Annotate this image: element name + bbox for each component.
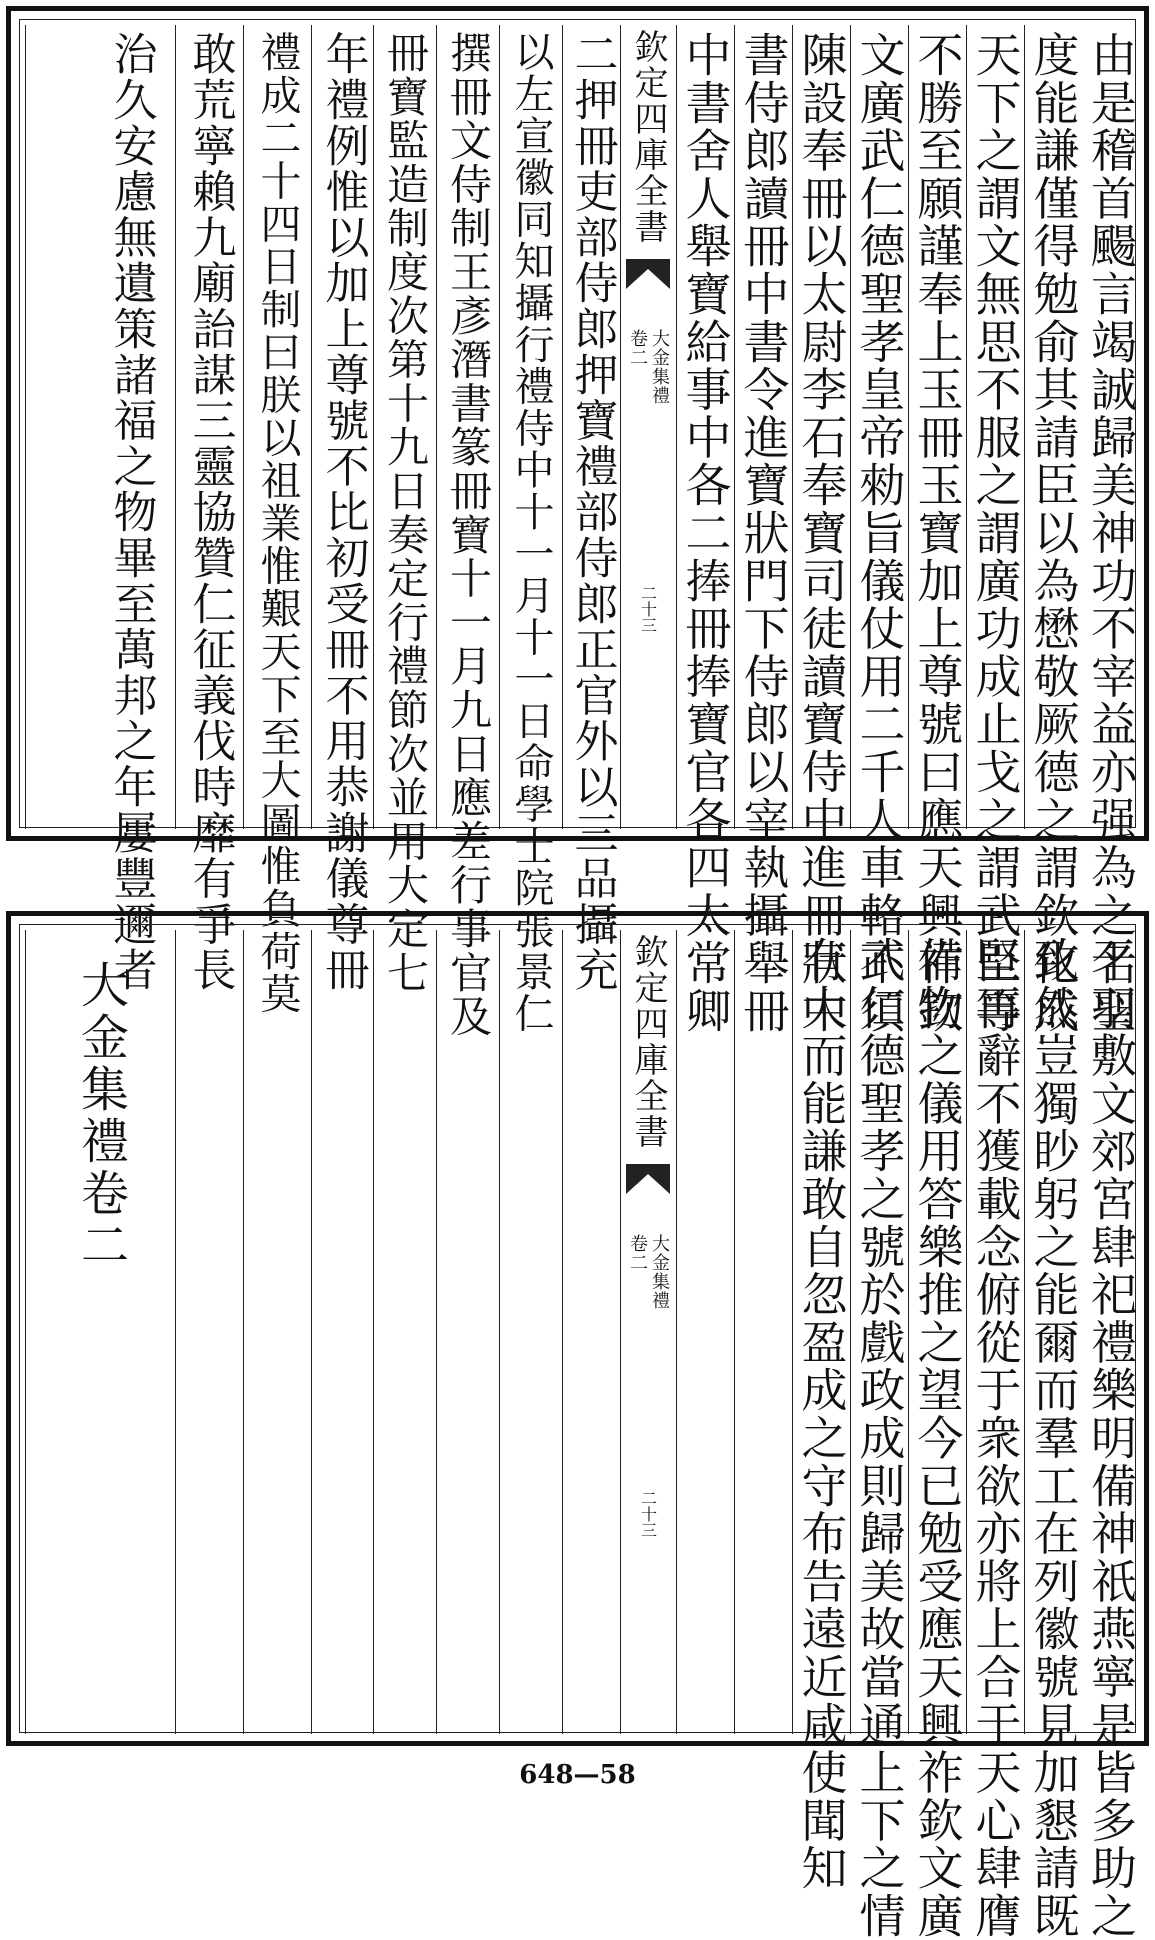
column-text: 干羽敷文郊宮肆祀禮樂明備神祇燕寧是皆多助之 — [1084, 936, 1138, 1940]
text-column — [1082, 930, 1140, 1940]
column-text: 備物之儀用答樂推之望今已勉受應天興祚欽文廣 — [910, 936, 965, 1940]
column-text: 度能謙僅得勉俞其請臣以為懋敬厥德之謂欽化成 — [1026, 31, 1081, 1035]
column-text: 文廣武仁德聖孝皇帝勑旨儀仗用二千人車輅不須 — [852, 31, 907, 1035]
text-column — [850, 25, 908, 1035]
text-column — [792, 930, 850, 1892]
blank-column — [499, 930, 562, 1734]
text-column — [436, 25, 499, 1039]
page-number: 二十三 — [638, 585, 658, 633]
text-column — [792, 25, 850, 1035]
blank-column — [676, 930, 734, 1734]
sub-title: 大金集禮 — [649, 329, 670, 405]
blank-column — [373, 930, 436, 1734]
column-text: 治久安慮無遺策諸福之物畢至萬邦之年屢豐邇者 — [105, 31, 157, 993]
text-column — [1082, 25, 1140, 1035]
column-text: 有大而能謙敢自忽盈成之守布告遠近咸使聞知 — [794, 936, 849, 1892]
sub-title: 大金集禮 — [649, 1234, 670, 1310]
blank-column — [175, 930, 243, 1734]
text-column — [966, 25, 1024, 1035]
text-column — [1024, 930, 1082, 1940]
column-text: 中書舍人舉寶給事中各二捧冊捧寶官各四太常卿 — [678, 31, 733, 1035]
text-column — [676, 25, 734, 1035]
column-text: 不勝至願謹奉上玉冊玉寶加上尊號曰應天興祚欽 — [910, 31, 965, 1035]
blank-column — [436, 930, 499, 1734]
center-fold-label — [622, 25, 674, 829]
text-column — [908, 25, 966, 1035]
column-text: 致然豈獨眇躬之能爾而羣工在列徽號見加懇請既 — [1026, 936, 1081, 1940]
column-text: 堅再辭不獲載念俯從于衆欲亦將上合于天心肆膺 — [968, 936, 1023, 1940]
volume-label: 卷二 — [627, 329, 648, 367]
column-text: 天下之謂文無思不服之謂廣功成止戈之謂武臣等 — [968, 31, 1023, 1035]
book-title: 欽定四庫全書 — [628, 29, 668, 245]
volume-label: 卷二 — [627, 1234, 648, 1272]
blank-column — [243, 930, 311, 1734]
text-column — [850, 930, 908, 1940]
column-text: 二押冊吏部侍郎押寶禮部侍郎正官外以三品攝充 — [566, 31, 618, 993]
end-title-column — [25, 930, 175, 1734]
column-text: 書侍郎讀冊中書令進寶狀門下侍郎以宰執攝舉冊 — [736, 31, 791, 1035]
text-column — [562, 25, 620, 993]
text-column — [25, 25, 175, 993]
blank-column — [734, 930, 792, 1734]
column-text: 武仁德聖孝之號於戲政成則歸美故當通上下之情 — [852, 936, 907, 1940]
book-title: 欽定四庫全書 — [628, 934, 668, 1150]
column-text: 冊寶監造制度次第十九日奏定行禮節次並用大定七 — [381, 31, 430, 995]
column-text: 以左宣徽同知攝行禮侍中十一月十一日命學士院張景仁 — [508, 31, 554, 1035]
text-column — [373, 25, 436, 995]
text-column — [734, 25, 792, 1035]
page-number: 二十三 — [638, 1490, 658, 1538]
text-column — [908, 930, 966, 1940]
center-fold-label — [622, 930, 674, 1734]
column-text: 敢荒寧賴九廟詒謀三靈協贊仁征義伐時靡有爭長 — [184, 31, 236, 993]
column-text: 禮成二十四日制曰朕以祖業惟艱天下至大圖惟負荷莫 — [253, 31, 302, 1016]
text-column — [311, 25, 373, 993]
text-column — [1024, 25, 1082, 1035]
column-text: 年禮例惟以加上尊號不比初受冊不用恭謝儀尊冊 — [317, 31, 369, 993]
text-column — [499, 25, 562, 1035]
column-text: 由是稽首颺言竭誠歸美神功不宰益亦强為之名聖 — [1084, 31, 1138, 1035]
fish-tail-mark — [626, 259, 670, 295]
blank-column — [311, 930, 373, 1734]
column-text: 撰冊文侍制王彥潛書篆冊寶十一月九日應差行事官及 — [444, 31, 493, 1039]
page-footer: 648—58 — [519, 1760, 636, 1790]
text-column — [966, 930, 1024, 1940]
end-title: 大金集禮卷二 — [72, 960, 129, 1272]
fish-tail-mark — [626, 1164, 670, 1200]
text-column — [243, 25, 311, 1016]
blank-column — [562, 930, 620, 1734]
column-text: 陳設奉冊以太尉李石奉寶司徒讀寶侍中進冊狀中 — [794, 31, 849, 1035]
text-column — [175, 25, 243, 993]
upper-page — [6, 6, 1149, 1039]
